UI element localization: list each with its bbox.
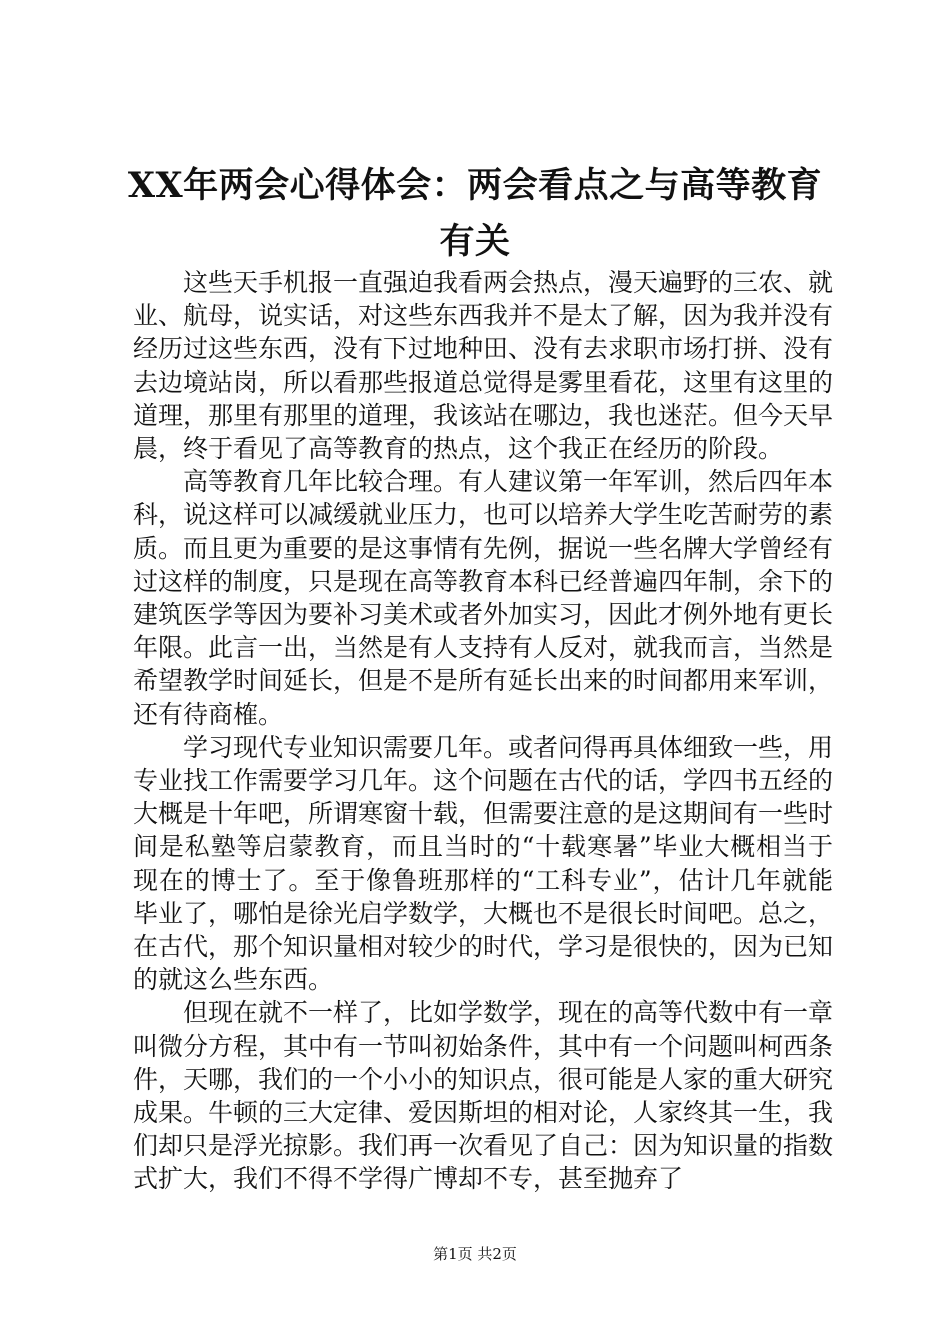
title-line-1: XX年两会心得体会：两会看点之与高等教育: [127, 165, 823, 206]
paragraph-4: 但现在就不一样了，比如学数学，现在的高等代数中有一章叫微分方程，其中有一节叫初始条件，其中有一个问题叫柯西条件，天哪，我们的一个小小的知识点，很可能是人家的重大研究成果。牛顿的三大定律、爱因斯坦的相对论，人家终其一生，我们却只是浮光掠影。我们再一次看见了自己：因为知识量的指数式扩大，我们不得不学得广博却不专，甚至抛弃了: [133, 998, 834, 1194]
page-number: 第1页 共2页: [433, 1245, 517, 1263]
page-footer: [0, 1244, 950, 1264]
document-body: [133, 266, 833, 1196]
paragraph-1: 这些天手机报一直强迫我看两会热点，漫天遍野的三农、就业、航母，说实话，对这些东西我并不是太了解，因为我并没有经历过这些东西，没有下过地种田、没有去求职市场打拼、没有去边境站岗，所以看那些报道总觉得是雾里看花，这里有这里的道理，那里有那里的道理，我该站在哪边，我也迷茫。但今天早晨，终于看见了高等教育的热点，这个我正在经历的阶段。: [133, 268, 834, 464]
document-title: [120, 158, 830, 270]
paragraph-3: 学习现代专业知识需要几年。或者问得再具体细致一些，用专业找工作需要学习几年。这个问题在古代的话，学四书五经的大概是十年吧，所谓寒窗十载，但需要注意的是这期间有一些时间是私塾等启蒙教育，而且当时的“十载寒暑”毕业大概相当于现在的博士了。至于像鲁班那样的“工科专业”，估计几年就能毕业了，哪怕是徐光启学数学，大概也不是很长时间吧。总之，在古代，那个知识量相对较少的时代，学习是很快的，因为已知的就这么些东西。: [133, 732, 834, 995]
title-line-2: 有关: [439, 221, 511, 262]
paragraph-2: 高等教育几年比较合理。有人建议第一年军训，然后四年本科，说这样可以减缓就业压力，也可以培养大学生吃苦耐劳的素质。而且更为重要的是这事情有先例，据说一些名牌大学曾经有过这样的制度，只是现在高等教育本科已经普遍四年制，余下的建筑医学等因为要补习美术或者外加实习，因此才例外地有更长年限。此言一出，当然是有人支持有人反对，就我而言，当然是希望教学时间延长，但是不是所有延长出来的时间都用来军训，还有待商榷。: [133, 467, 834, 729]
